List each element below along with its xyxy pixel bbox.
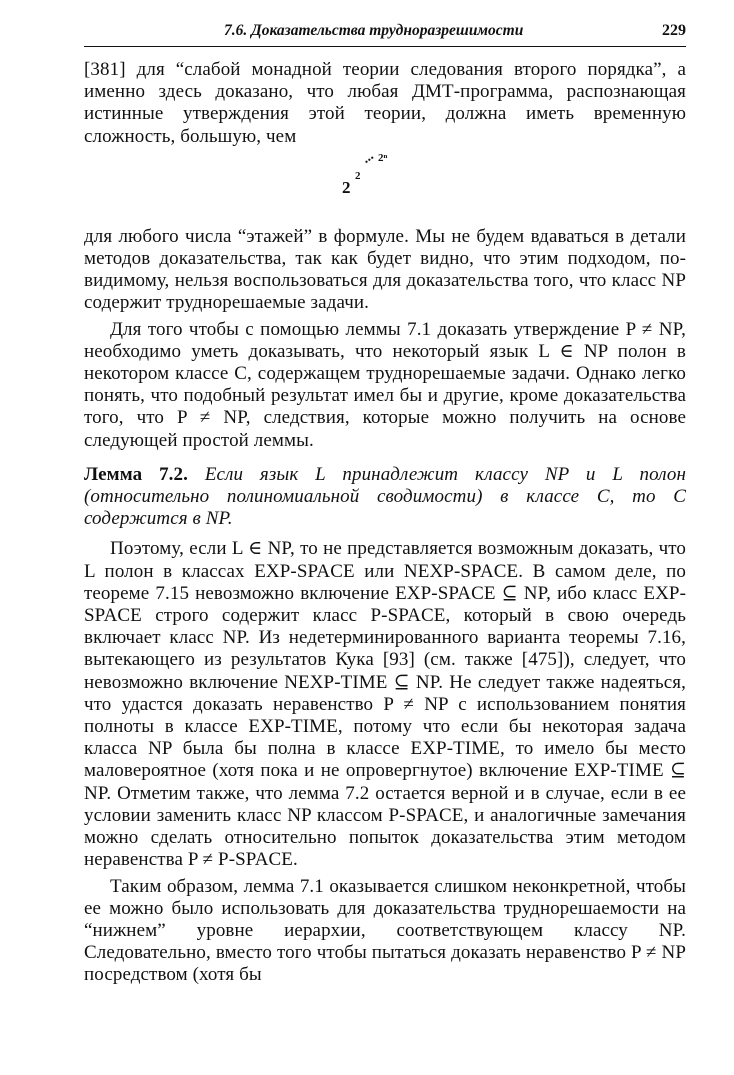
page-header [84,18,686,47]
lemma-heading: Лемма 7.2. [84,463,188,485]
lemma-statement: Если язык L принадлежит классу NP и L полон (относительно полиномиальной сводимости) в классе C, то C содержится в NP. [84,463,686,530]
formula-dots: ... [359,148,377,167]
tower-formula [84,148,686,220]
formula-exponent-1: 2 [355,169,361,182]
book-page [84,18,686,987]
paragraph-1: [381] для “слабой монадной теории следования второго порядка”, а именно здесь доказано, что любая ДМТ-программа, распознающая истинные утверждения этой теории, должна иметь временную сложность, большую, чем [84,59,686,147]
paragraph-5: Таким образом, лемма 7.1 оказывается слишком неконкретной, чтобы ее можно было использовать для доказательства труднорешаемости на “нижнем” уровне иерархии, соответствующем классу NP. Следовательно, вместо того чтобы пытаться доказать неравенство P ≠ NP посредством (хотя бы [84,875,686,986]
formula-exponent-2: 2ⁿ [378,151,388,164]
lemma-7-2 [84,464,686,531]
running-title: 7.6. Доказательства трудноразрешимости [224,22,524,39]
formula-base: 2 [342,177,351,197]
page-body [84,59,686,987]
paragraph-2: для любого числа “этажей” в формуле. Мы не будем вдаваться в детали методов доказательства, так как будет видно, что этим подходом, по-видимому, нельзя воспользоваться для доказательства того, что класс NP содержит труднорешаемые задачи. [84,225,686,314]
paragraph-3: Для того чтобы с помощью леммы 7.1 доказать утверждение P ≠ NP, необходимо уметь доказывать, что некоторый язык L ∈ NP полон в некотором классе C, содержащем труднорешаемые задачи. Однако легко понять, что подобный результат имел бы и другие, кроме доказательства того, что P ≠ NP, следствия, которые можно получить на основе следующей простой леммы. [84,318,686,451]
page-number: 229 [662,22,686,39]
paragraph-4: Поэтому, если L ∈ NP, то не представляется возможным доказать, что L полон в классах EXP-SPACE или NEXP-SPACE. В самом деле, по теореме 7.15 невозможно включение EXP-SPACE ⊆ NP, ибо класс EXP-SPACE строго содержит класс P-SPACE, который в свою очередь включает класс NP. Из недетерминированного варианта теоремы 7.16, вытекающего из результатов Кука [93] (см. также [475]), следует, что невозможно включение NEXP-TIME ⊆ NP. Не следует также надеяться, что удастся доказать неравенство P ≠ NP с использованием понятия полноты в классе EXP-TIME, потому что если бы некоторая задача класса NP была бы полна в классе EXP-TIME, то имело бы место маловероятное (хотя пока и не опровергнутое) включение EXP-TIME ⊆ NP. Отметим также, что лемма 7.2 остается верной и в случае, если в ее условии заменить класс NP классом P-SPACE, и аналогичные замечания можно сделать относительно попыток доказательства этим методом неравенства P ≠ P-SPACE. [84,538,686,871]
